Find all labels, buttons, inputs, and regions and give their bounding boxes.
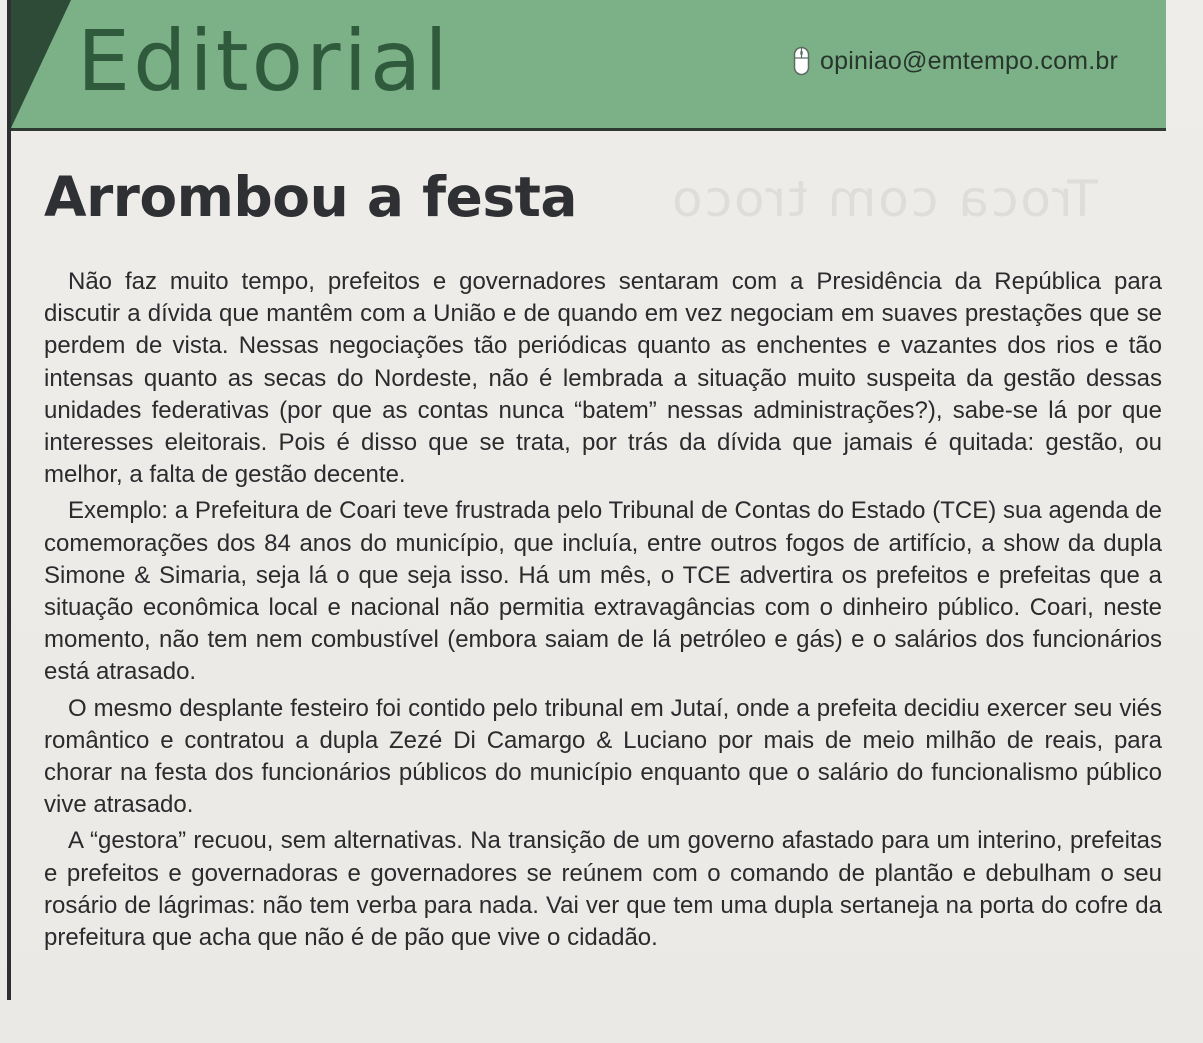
header-corner-accent — [11, 0, 71, 128]
mouse-icon — [793, 46, 810, 76]
left-column-rule — [7, 0, 11, 1000]
section-title: Editorial — [77, 12, 451, 110]
article-paragraph-4: A “gestora” recuou, sem alternativas. Na transição de um governo afastado para um interino, prefeitas e prefeitos e governadoras e governadores se reúnem com o comando de plantão e debulham o seu rosário de lágrimas: não tem verba para nada. Vai ver que tem uma dupla sertaneja na porta do cofre da prefeitura que acha que não é de pão que vive o cidadão. — [44, 827, 1162, 952]
section-header-band — [11, 0, 1166, 131]
article-paragraph-1: Não faz muito tempo, prefeitos e governadores sentaram com a Presidência da República para discutir a dívida que mantêm com a União e de quando em vez negociam em suaves prestações que se perdem de vista. Nessas negociações tão periódicas quanto as enchentes e vazantes dos rios e tão intensas quanto as secas do Nordeste, não é lembrada a situação muito suspeita da gestão dessas unidades federativas (por que as contas nunca “batem” nessas administrações?), sabe-se lá por que interesses eleitorais. Pois é disso que se trata, por trás da dívida que jamais é quitada: gestão, ou melhor, a falta de gestão decente. — [44, 268, 1162, 489]
contact-email-block — [793, 46, 1118, 76]
contact-email[interactable]: opiniao@emtempo.com.br — [820, 46, 1118, 75]
article-body — [44, 266, 1162, 958]
article-paragraph-3: O mesmo desplante festeiro foi contido pelo tribunal em Jutaí, onde a prefeita decidiu exercer seu viés romântico e contratou a dupla Zezé Di Camargo & Luciano por mais de meio milhão de reais, para chorar na festa dos funcionários públicos do município enquanto que o salário do funcionalismo público vive atrasado. — [44, 694, 1162, 819]
article-paragraph-2: Exemplo: a Prefeitura de Coari teve frustrada pelo Tribunal de Contas do Estado (TCE) sua agenda de comemorações dos 84 anos do município, que incluía, entre outros fogos de artifício, a show da dupla Simone & Simaria, seja lá o que seja isso. Há um mês, o TCE advertira os prefeitos e prefeitas que a situação econômica local e nacional não permitia extravagâncias com o dinheiro público. Coari, neste momento, não tem nem combustível (embora saiam de lá petróleo e gás) e o salários dos funcionários está atrasado. — [44, 497, 1162, 686]
article-title: Arrombou a festa — [44, 165, 578, 229]
bleed-through-title: Troca com troco — [670, 170, 1098, 228]
